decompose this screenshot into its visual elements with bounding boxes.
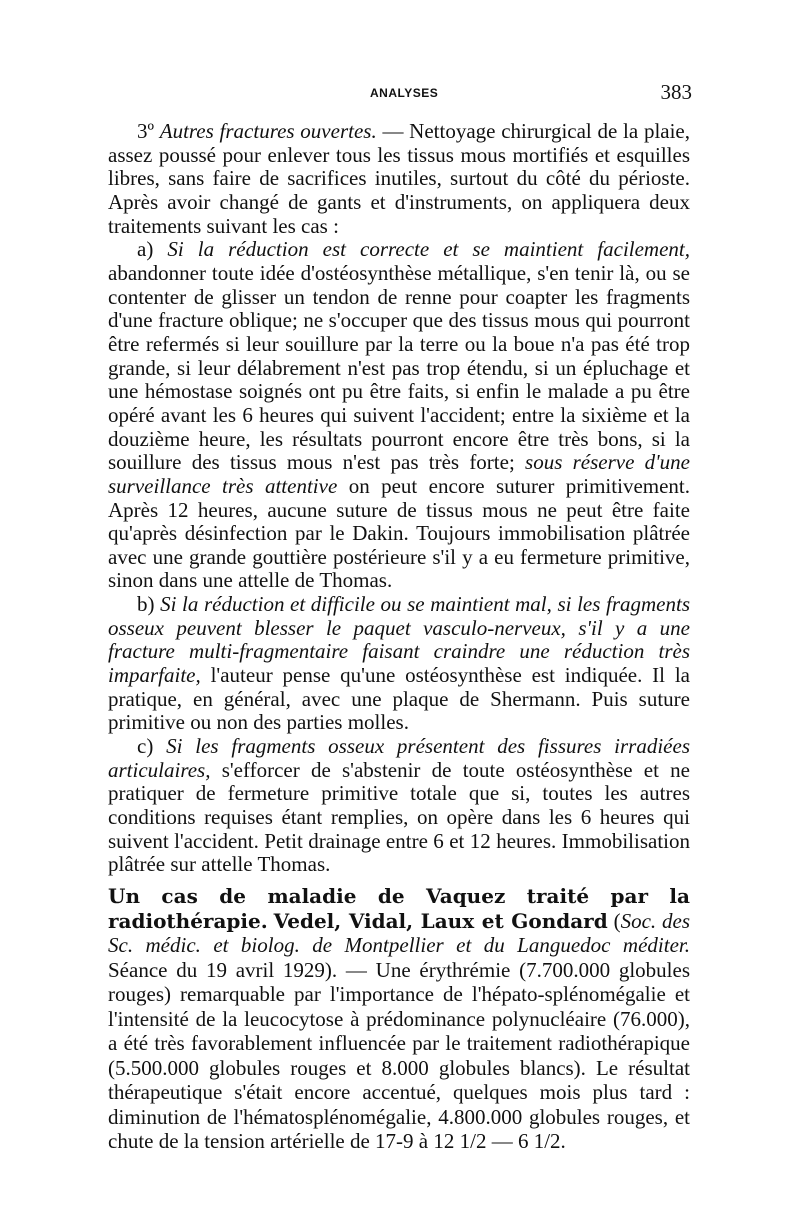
article-body: — Une érythrémie (7.700.000 globules rouges) remarquable par l'importance de l'hépato-splénomégalie et l'intensité de la leucocytose à prédominance polynucléaire (76.000), a été très favorablement influencée par le traitement radiothérapique (5.500.000 globules rouges et 8.000 globules blancs). Le résultat thérapeutique s'était encore accentué, quelques mois plus tard : diminution de l'hématosplénomégalie, 4.800.000 globules rouges, et chute de la tension artérielle de 17-9 à 12 1/2 — 6 1/2. bbox=[108, 957, 690, 1153]
article-source-open: ( bbox=[613, 908, 621, 933]
section-label: 3º bbox=[137, 119, 155, 143]
article-maladie-de-vaquez bbox=[108, 884, 690, 1154]
case-a-body-2: on peut encore suturer primitivement. Après 12 heures, aucune suture de tissus mous ne peut être faite qu'après désinfection par le Dakin. Toujours immobilisation plâtrée avec une grande gouttière postérieure s'il y a eu fermeture primitive, sinon dans une attelle de Thomas. bbox=[108, 473, 690, 593]
paragraph-case-b bbox=[108, 593, 690, 735]
case-b-italic-lead: Si la réduction et difficile ou se maintient mal, si les fragments osseux peuvent blesser le paquet vasculo-nerveux, s'il y a une fracture multi-fragmentaire faisant craindre une réduction très imparfaite, bbox=[108, 592, 691, 688]
paragraph-section-3 bbox=[108, 120, 690, 238]
case-a-italic-lead: Si la réduction est correcte et se maintient facilement, bbox=[167, 237, 691, 262]
page-header bbox=[108, 80, 698, 108]
case-b-label: b) bbox=[137, 592, 155, 617]
case-a-italic-mid: sous réserve d'une surveillance très attentive bbox=[108, 450, 690, 498]
page-number: 383 bbox=[660, 80, 692, 104]
article-title: Un cas de maladie de Vaquez traité par la radiothérapie. bbox=[108, 884, 690, 933]
article-paragraph bbox=[108, 884, 690, 1154]
case-a-body-1: abandonner toute idée d'ostéosynthèse métallique, s'en tenir là, ou se contenter de glisser un tendon de renne pour coapter les fragments d'une fracture oblique; ne s'occuper que des tissus mous qui pourront être refermés si leur souillure par la terre ou la boue n'a pas été trop grande, si leur délabrement n'est pas trop étendu, si un épluchage et une hémostase soignés ont pu être faits, si enfin le malade a pu être opéré avant les 6 heures qui suivent l'accident; entre la sixième et la douzième heure, les résultats pourront encore être très bons, si la souillure des tissus mous n'est pas très forte; bbox=[108, 260, 690, 475]
paragraph-case-a bbox=[108, 238, 690, 593]
case-a-label: a) bbox=[137, 237, 154, 262]
case-c-italic-lead: Si les fragments osseux présentent des fissures irradiées articulaires, bbox=[108, 734, 690, 782]
case-c-body: s'efforcer de s'abstenir de toute ostéosynthèse et ne pratiquer de fermeture primitive totale que si, toutes les autres conditions requises étant remplies, on opère dans les 6 heures qui suivent l'accident. Petit drainage entre 6 et 12 heures. Immobilisation plâtrée sur attelle Thomas. bbox=[108, 757, 691, 877]
article-authors: Vedel, Vidal, Laux et Gondard bbox=[273, 908, 608, 933]
section-autres-fractures bbox=[108, 120, 690, 877]
paragraph-case-c bbox=[108, 735, 690, 877]
article-source-rest: Séance du 19 avril 1929). bbox=[108, 957, 338, 982]
case-c-label: c) bbox=[137, 734, 154, 759]
section-body: — Nettoyage chirurgical de la plaie, assez poussé pour enlever tous les tissus mous mortifiés et esquilles libres, sans faire de sacrifices inutiles, surtout du côté du périoste. Après avoir changé de gants et d'instruments, on appliquera deux traitements suivant les cas : bbox=[108, 119, 690, 238]
running-head: ANALYSES bbox=[370, 86, 439, 100]
section-title: Autres fractures ouvertes. bbox=[159, 119, 377, 143]
article-source: Soc. des Sc. médic. et biolog. de Montpellier et du Languedoc méditer. bbox=[108, 908, 691, 957]
case-b-body: l'auteur pense qu'une ostéosynthèse est indiquée. Il la pratique, en général, avec une plaque de Shermann. Puis suture primitive ou non des parties molles. bbox=[108, 663, 690, 735]
